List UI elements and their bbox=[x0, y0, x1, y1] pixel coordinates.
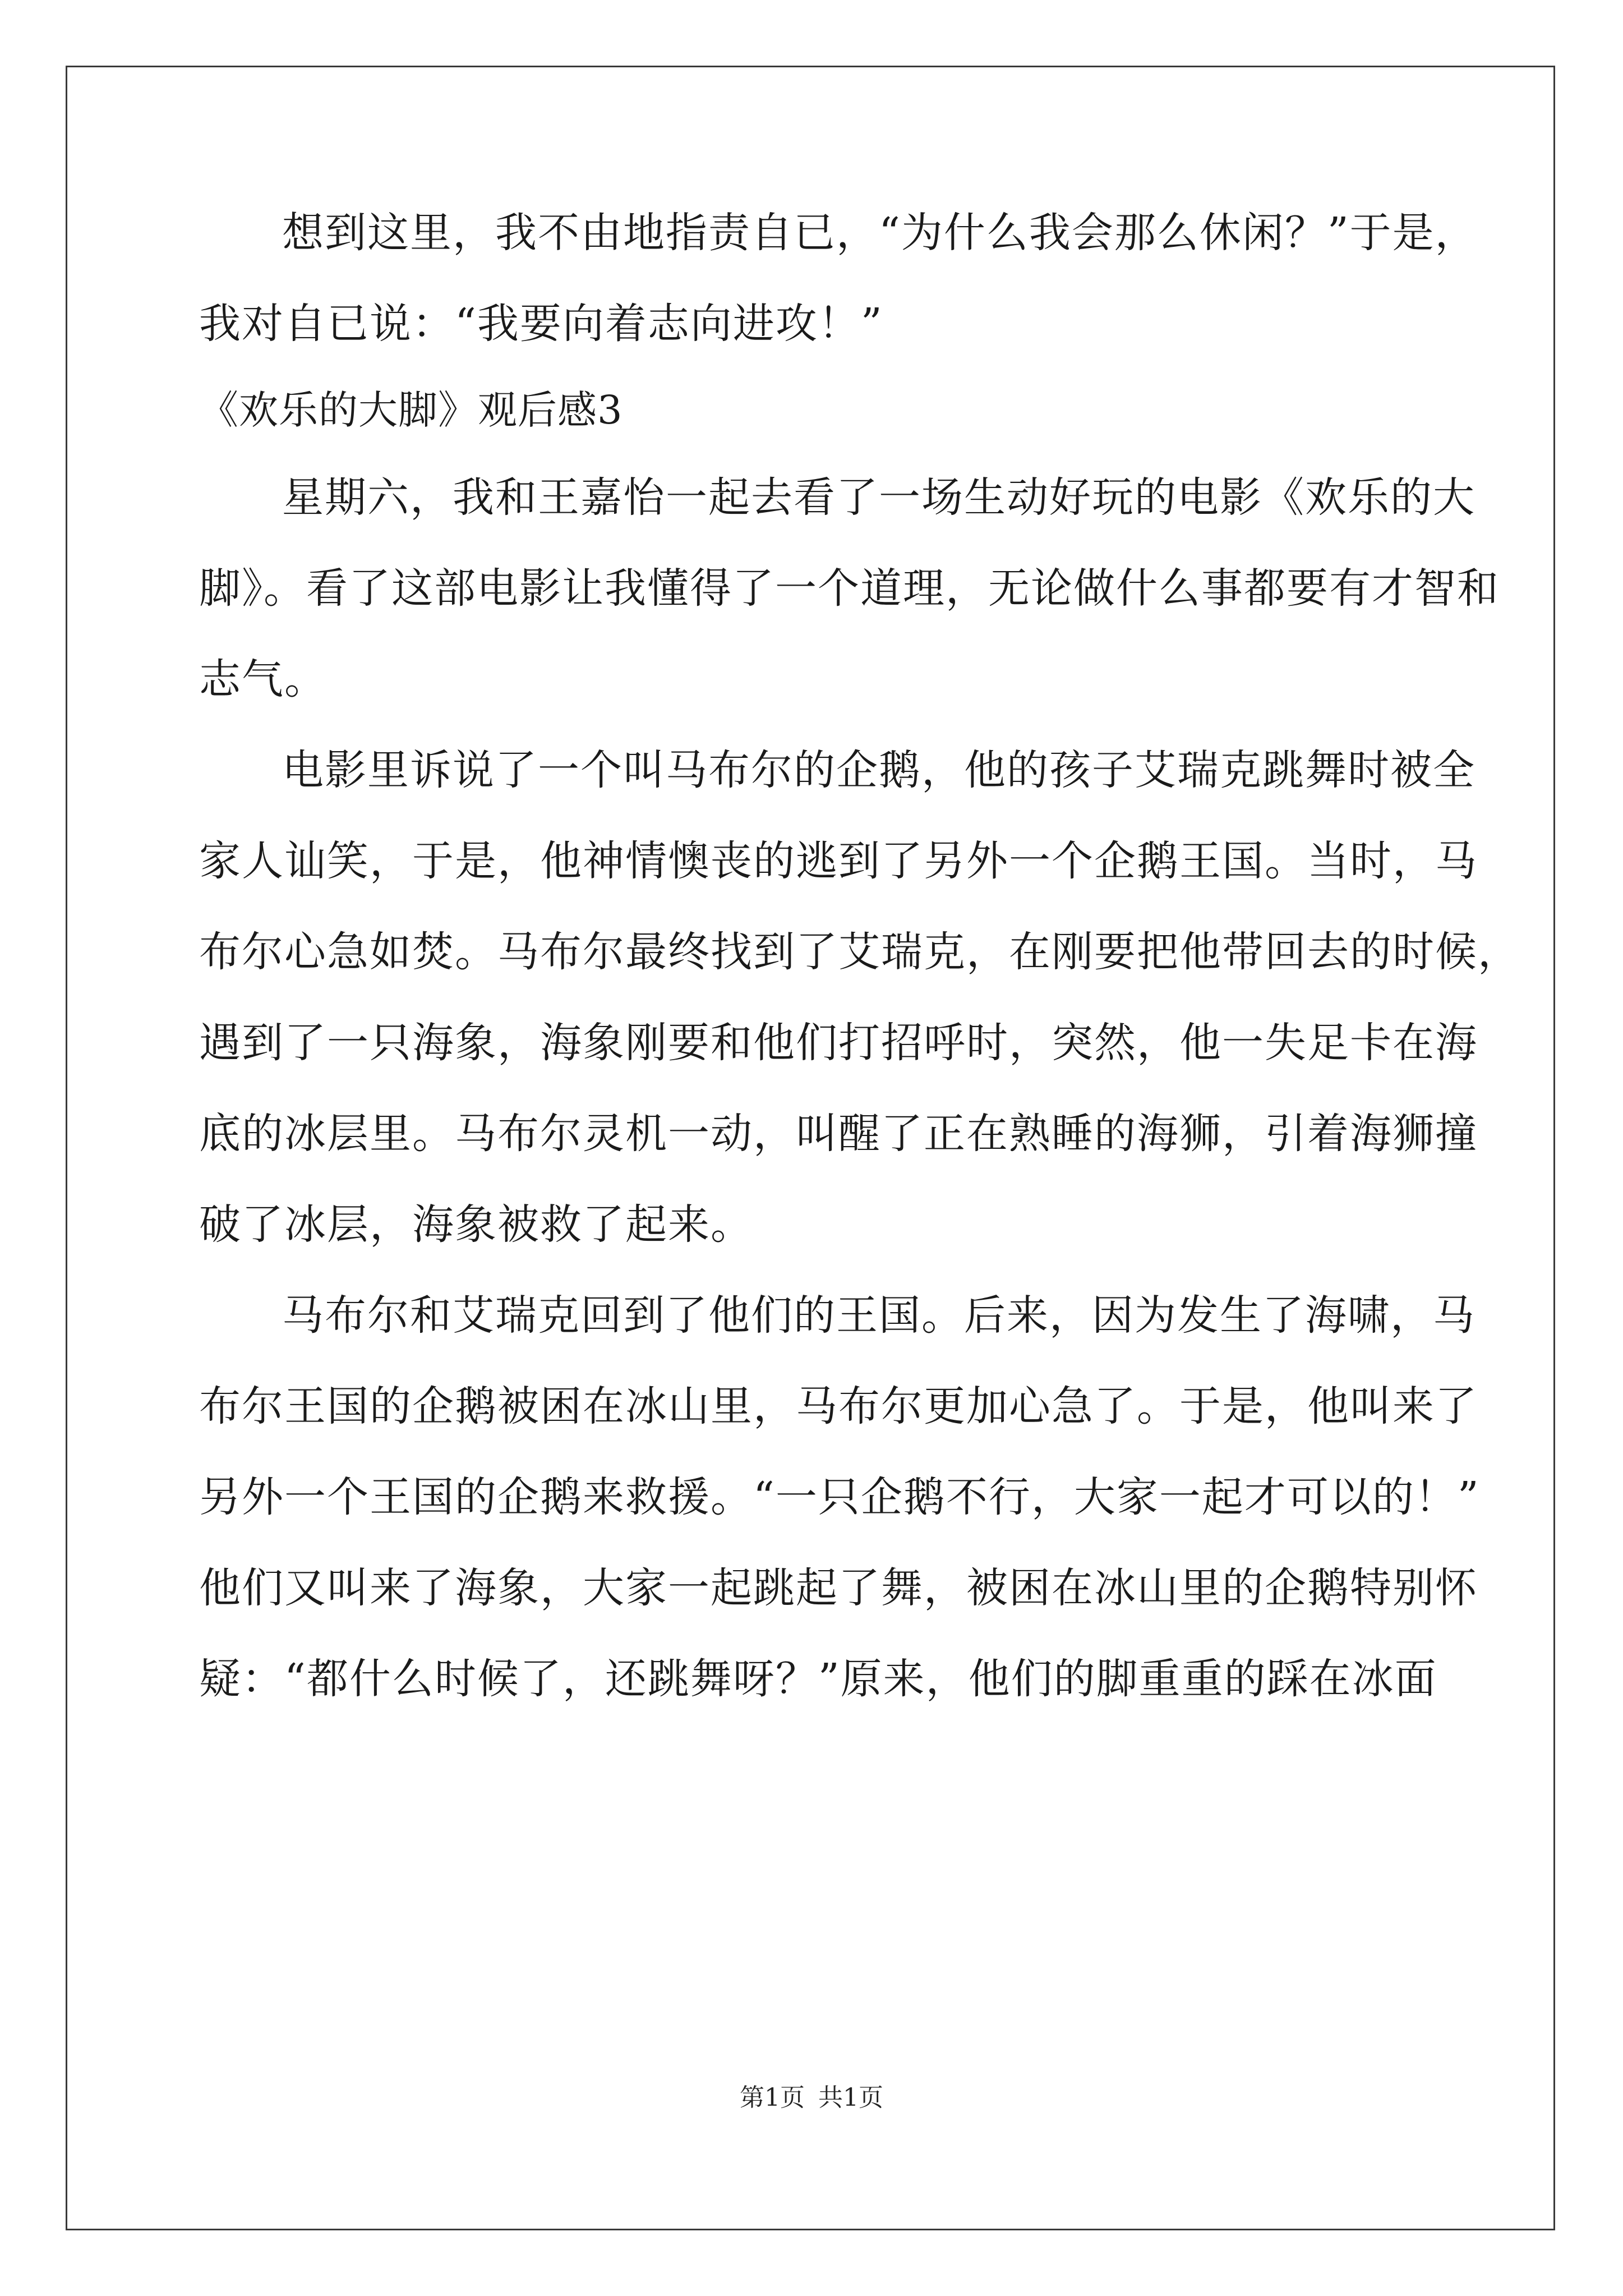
text-line: 家人讪笑，于是，他神情懊丧的逃到了另外一个企鹅王国。当时，马 bbox=[199, 837, 1478, 885]
text-line: 星期六，我和王嘉怡一起去看了一场生动好玩的电影《欢乐的大 bbox=[282, 473, 1476, 522]
text-line: 电影里诉说了一个叫马布尔的企鹅，他的孩子艾瑞克跳舞时被全 bbox=[282, 746, 1476, 794]
text-line: 马布尔和艾瑞克回到了他们的王国。后来，因为发生了海啸，马 bbox=[282, 1291, 1476, 1340]
text-line: 破了冰层，海象被救了起来。 bbox=[199, 1200, 753, 1249]
paragraph bbox=[199, 208, 1478, 349]
text-line: 布尔王国的企鹅被困在冰山里，马布尔更加心急了。于是，他叫来了 bbox=[199, 1382, 1478, 1430]
page-footer bbox=[0, 2084, 1623, 2112]
text-line: 遇到了一只海象，海象刚要和他们打招呼时，突然，他一失足卡在海 bbox=[199, 1019, 1478, 1067]
total-pages: 共1页 bbox=[818, 2083, 883, 2112]
text-line: 他们又叫来了海象，大家一起跳起了舞，被困在冰山里的企鹅特别怀 bbox=[199, 1564, 1478, 1612]
page-number: 第1页 bbox=[740, 2083, 805, 2112]
text-line: 另外一个王国的企鹅来救援。“一只企鹅不行，大家一起才可以的！” bbox=[199, 1473, 1480, 1521]
text-line: 我对自已说：“我要向着志向进攻！” bbox=[199, 300, 883, 348]
paragraph bbox=[199, 1290, 1480, 1704]
paragraph bbox=[199, 745, 1520, 1250]
section-heading: 《欢乐的大脚》观后感3 bbox=[199, 387, 623, 433]
document-body bbox=[199, 208, 1520, 1704]
text-line: 脚》。看了这部电影让我懂得了一个道理，无论做什么事都要有才智和 bbox=[199, 564, 1500, 613]
text-line: 疑：“都什么时候了，还跳舞呀？”原来，他们的脚重重的踩在冰面 bbox=[199, 1655, 1437, 1703]
paragraph bbox=[199, 472, 1500, 705]
text-line: 想到这里，我不由地指责自已，“为什么我会那么休闲？”于是， bbox=[282, 209, 1478, 257]
text-line: 底的冰层里。马布尔灵机一动，叫醒了正在熟睡的海狮，引着海狮撞 bbox=[199, 1110, 1478, 1158]
text-line: 布尔心急如焚。马布尔最终找到了艾瑞克，在刚要把他带回去的时候， bbox=[199, 928, 1520, 976]
text-line: 志气。 bbox=[199, 655, 327, 703]
